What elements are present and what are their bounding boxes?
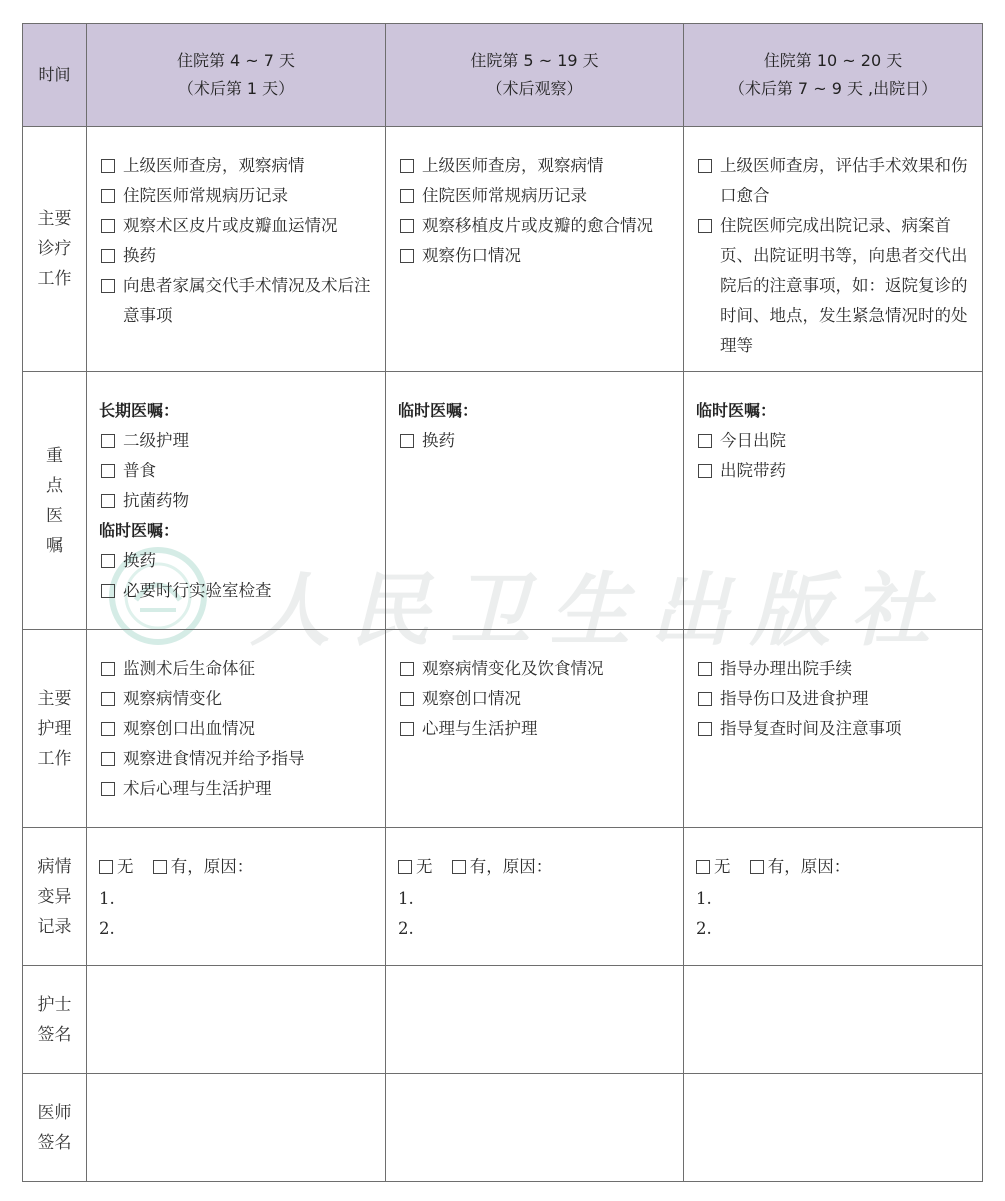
checkbox-icon[interactable] xyxy=(153,860,167,874)
doctor-sign-row xyxy=(23,1074,983,1182)
checkbox-icon[interactable] xyxy=(698,464,712,478)
checkbox-icon[interactable] xyxy=(101,249,115,263)
checkbox-icon[interactable] xyxy=(400,662,414,676)
variation-none-option[interactable]: 无 xyxy=(696,852,731,882)
variation-yes-option[interactable]: 有，原因： xyxy=(452,852,553,882)
nurse-sign-col3[interactable] xyxy=(684,966,983,1074)
checklist-item[interactable]: 上级医师查房，评估手术效果和伤口愈合 xyxy=(696,151,972,211)
checkbox-icon[interactable] xyxy=(101,692,115,706)
checkbox-icon[interactable] xyxy=(698,662,712,676)
checkbox-icon[interactable] xyxy=(698,219,712,233)
variation-yes-option[interactable]: 有，原因： xyxy=(153,852,254,882)
doctor-sign-label: 医师 签名 xyxy=(23,1074,87,1182)
checkbox-icon[interactable] xyxy=(99,860,113,874)
checkbox-icon[interactable] xyxy=(101,189,115,203)
checkbox-icon[interactable] xyxy=(400,219,414,233)
checklist-item[interactable]: 必要时行实验室检查 xyxy=(99,576,375,606)
nurse-sign-col1[interactable] xyxy=(87,966,386,1074)
checkbox-icon[interactable] xyxy=(400,722,414,736)
variation-col2 xyxy=(386,828,684,966)
header-row xyxy=(23,24,983,127)
checklist-item[interactable]: 观察移植皮片或皮瓣的愈合情况 xyxy=(398,211,673,241)
diagnosis-col2 xyxy=(386,127,684,372)
variation-line-1: 1. xyxy=(398,889,414,908)
checklist-item[interactable]: 住院医师常规病历记录 xyxy=(99,181,375,211)
variation-line-1: 1. xyxy=(99,889,115,908)
nursing-col3 xyxy=(684,630,983,828)
checklist-item[interactable]: 换药 xyxy=(99,546,375,576)
checklist-item[interactable]: 观察进食情况并给予指导 xyxy=(99,744,375,774)
checkbox-icon[interactable] xyxy=(400,189,414,203)
variation-row xyxy=(23,828,983,966)
time-header: 时间 xyxy=(23,24,87,127)
doctor-sign-col1[interactable] xyxy=(87,1074,386,1182)
checkbox-icon[interactable] xyxy=(750,860,764,874)
checkbox-icon[interactable] xyxy=(101,584,115,598)
checklist-item[interactable]: 二级护理 xyxy=(99,426,375,456)
checklist-item[interactable]: 今日出院 xyxy=(696,426,972,456)
checklist-item[interactable]: 观察病情变化 xyxy=(99,684,375,714)
long-term-orders-heading: 长期医嘱： xyxy=(99,401,180,420)
diagnosis-col3 xyxy=(684,127,983,372)
checkbox-icon[interactable] xyxy=(400,692,414,706)
diagnosis-col1 xyxy=(87,127,386,372)
variation-none-option[interactable]: 无 xyxy=(99,852,134,882)
diagnosis-row xyxy=(23,127,983,372)
checkbox-icon[interactable] xyxy=(400,249,414,263)
nurse-sign-label: 护士 签名 xyxy=(23,966,87,1074)
checkbox-icon[interactable] xyxy=(400,434,414,448)
checkbox-icon[interactable] xyxy=(101,279,115,293)
orders-row xyxy=(23,372,983,630)
orders-col3 xyxy=(684,372,983,630)
clinical-pathway-table xyxy=(22,23,983,1182)
checkbox-icon[interactable] xyxy=(698,434,712,448)
orders-col2 xyxy=(386,372,684,630)
checklist-item[interactable]: 向患者家属交代手术情况及术后注意事项 xyxy=(99,271,375,331)
checkbox-icon[interactable] xyxy=(101,434,115,448)
checklist-item[interactable]: 抗菌药物 xyxy=(99,486,375,516)
checklist-item[interactable]: 指导复查时间及注意事项 xyxy=(696,714,972,744)
checkbox-icon[interactable] xyxy=(101,662,115,676)
checkbox-icon[interactable] xyxy=(101,752,115,766)
checkbox-icon[interactable] xyxy=(101,159,115,173)
checkbox-icon[interactable] xyxy=(101,219,115,233)
checklist-item[interactable]: 观察伤口情况 xyxy=(398,241,673,271)
variation-line-1: 1. xyxy=(696,889,712,908)
checkbox-icon[interactable] xyxy=(400,159,414,173)
col3-header: 住院第 10 ~ 20 天 （术后第 7 ~ 9 天 ,出院日） xyxy=(684,24,983,127)
checkbox-icon[interactable] xyxy=(101,722,115,736)
checklist-item[interactable]: 普食 xyxy=(99,456,375,486)
variation-col1 xyxy=(87,828,386,966)
checklist-item[interactable]: 观察病情变化及饮食情况 xyxy=(398,654,673,684)
checkbox-icon[interactable] xyxy=(101,494,115,508)
doctor-sign-col2[interactable] xyxy=(386,1074,684,1182)
checklist-item[interactable]: 换药 xyxy=(99,241,375,271)
checkbox-icon[interactable] xyxy=(696,860,710,874)
temporary-orders-heading: 临时医嘱： xyxy=(398,401,479,420)
checkbox-icon[interactable] xyxy=(101,464,115,478)
checklist-item[interactable]: 上级医师查房，观察病情 xyxy=(398,151,673,181)
nursing-row xyxy=(23,630,983,828)
variation-row-label: 病情 变异 记录 xyxy=(23,828,87,966)
checklist-item[interactable]: 监测术后生命体征 xyxy=(99,654,375,684)
temporary-orders-heading: 临时医嘱： xyxy=(99,521,180,540)
checklist-item[interactable]: 术后心理与生活护理 xyxy=(99,774,375,804)
checklist-item[interactable]: 心理与生活护理 xyxy=(398,714,673,744)
variation-none-option[interactable]: 无 xyxy=(398,852,433,882)
checklist-item[interactable]: 观察创口情况 xyxy=(398,684,673,714)
variation-line-2: 2. xyxy=(398,919,414,938)
nursing-col1 xyxy=(87,630,386,828)
nursing-col2 xyxy=(386,630,684,828)
checklist-item[interactable]: 上级医师查房，观察病情 xyxy=(99,151,375,181)
col1-header: 住院第 4 ~ 7 天 （术后第 1 天） xyxy=(87,24,386,127)
checkbox-icon[interactable] xyxy=(398,860,412,874)
checklist-item[interactable]: 指导伤口及进食护理 xyxy=(696,684,972,714)
variation-line-2: 2. xyxy=(99,919,115,938)
orders-row-label: 重 点 医 嘱 xyxy=(23,372,87,630)
orders-col1 xyxy=(87,372,386,630)
checklist-item[interactable]: 指导办理出院手续 xyxy=(696,654,972,684)
checkbox-icon[interactable] xyxy=(698,159,712,173)
col2-header: 住院第 5 ~ 19 天 （术后观察） xyxy=(386,24,684,127)
variation-yes-option[interactable]: 有，原因： xyxy=(750,852,851,882)
nursing-row-label: 主要 护理 工作 xyxy=(23,630,87,828)
checklist-item[interactable]: 出院带药 xyxy=(696,456,972,486)
checklist-item[interactable]: 住院医师常规病历记录 xyxy=(398,181,673,211)
temporary-orders-heading: 临时医嘱： xyxy=(696,401,777,420)
checkbox-icon[interactable] xyxy=(452,860,466,874)
nurse-sign-col2[interactable] xyxy=(386,966,684,1074)
checklist-item[interactable]: 观察创口出血情况 xyxy=(99,714,375,744)
nurse-sign-row xyxy=(23,966,983,1074)
checkbox-icon[interactable] xyxy=(698,722,712,736)
diagnosis-row-label: 主要 诊疗 工作 xyxy=(23,127,87,372)
checklist-item[interactable]: 换药 xyxy=(398,426,673,456)
variation-col3 xyxy=(684,828,983,966)
checkbox-icon[interactable] xyxy=(101,782,115,796)
variation-line-2: 2. xyxy=(696,919,712,938)
checkbox-icon[interactable] xyxy=(101,554,115,568)
watermark-text: 人民卫生出版社 xyxy=(250,563,950,657)
checklist-item[interactable]: 观察术区皮片或皮瓣血运情况 xyxy=(99,211,375,241)
checklist-item[interactable]: 住院医师完成出院记录、病案首页、出院证明书等，向患者交代出院后的注意事项，如：返院复诊的时间、地点，发生紧急情况时的处理等 xyxy=(696,211,972,361)
doctor-sign-col3[interactable] xyxy=(684,1074,983,1182)
checkbox-icon[interactable] xyxy=(698,692,712,706)
